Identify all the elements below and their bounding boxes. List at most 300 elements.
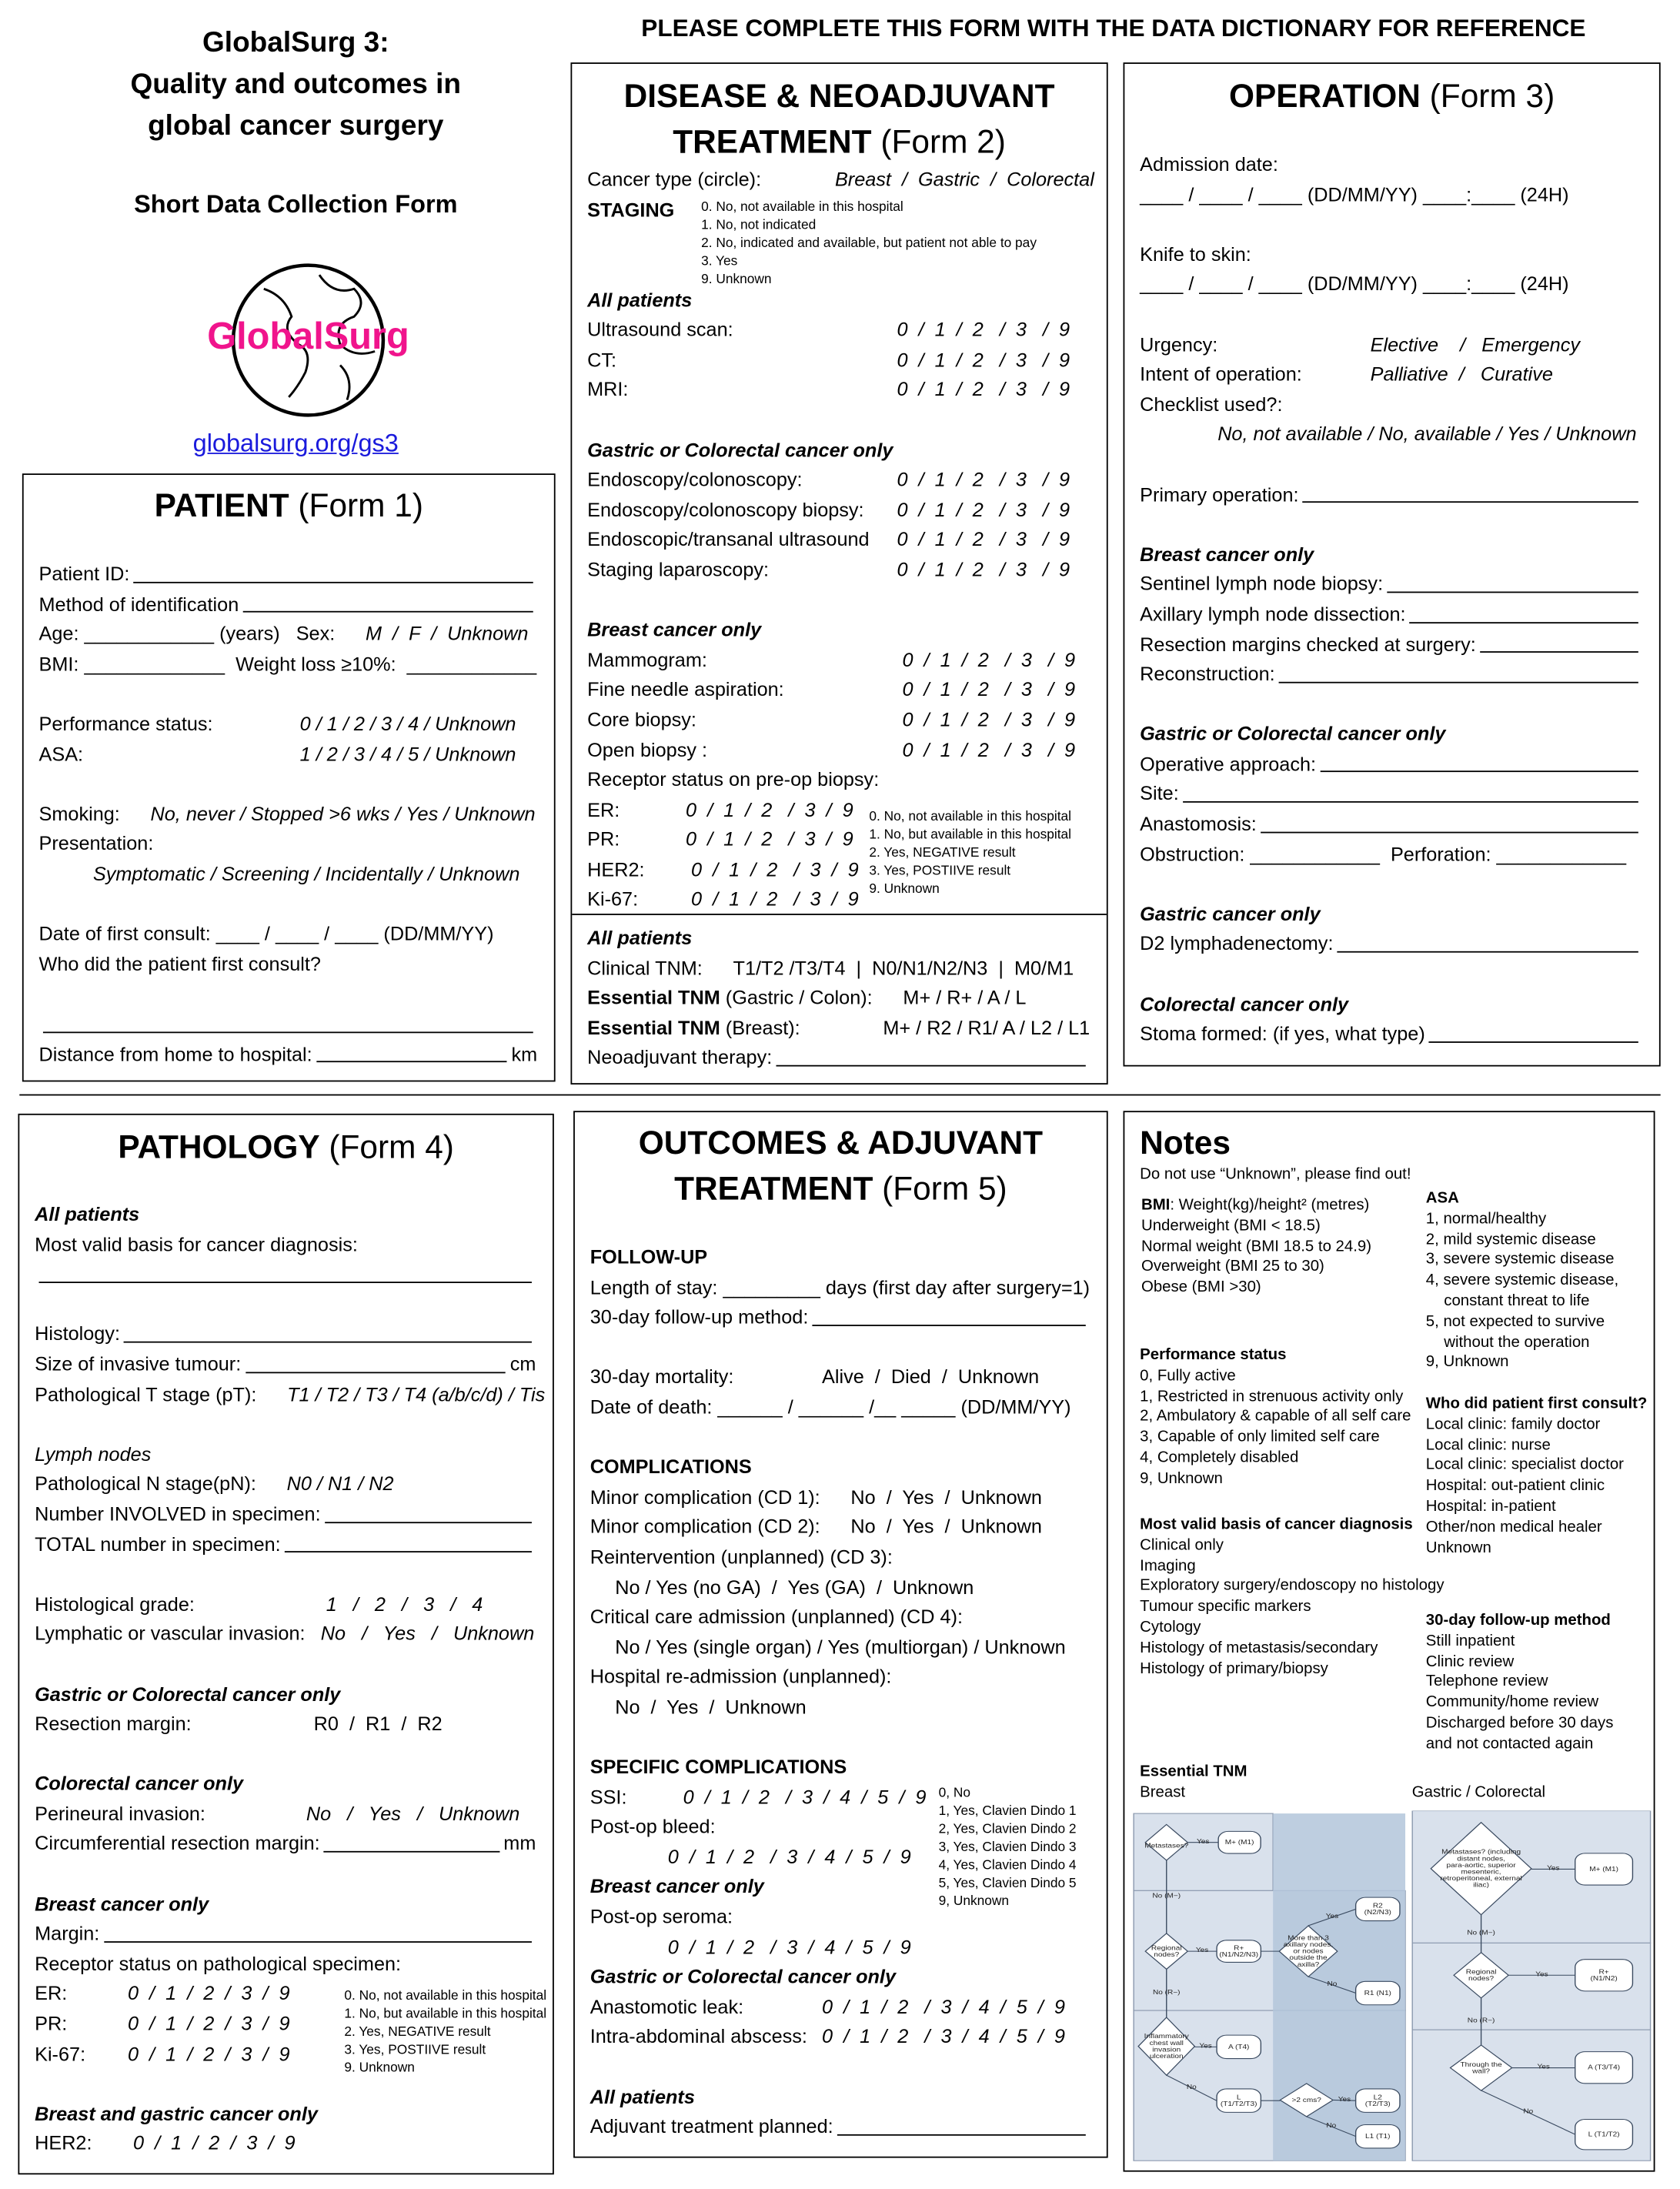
form-row: [590, 1993, 1090, 2023]
field-label: Breast cancer only: [590, 1875, 764, 1898]
edge-label: No: [1523, 2107, 1534, 2115]
note-item: 4, Completely disabled: [1140, 1449, 1299, 1467]
note-item: Hospital: in-patient: [1425, 1498, 1556, 1516]
edge-label: Yes: [1547, 1864, 1560, 1872]
note-item: 1, normal/healthy: [1425, 1210, 1547, 1228]
field-label: Urgency:: [1140, 333, 1218, 356]
field-label: Margin:: [35, 1922, 100, 1945]
answer-blank[interactable]: [813, 1325, 1086, 1326]
answer-blank[interactable]: [243, 611, 533, 613]
node-label: >2 cms?: [1291, 2096, 1321, 2104]
form-row: [590, 1273, 1090, 1303]
node-label: Through the wall?: [1460, 2060, 1502, 2075]
node-label: Inflammatory chest wall invasion ulceration: [1144, 2033, 1189, 2060]
note-item: Histology of primary/biopsy: [1140, 1659, 1328, 1677]
legend-item: 3. Yes: [701, 253, 738, 269]
field-label-bold: Essential TNM: [587, 1016, 720, 1039]
form-row: [587, 984, 1090, 1014]
field-label: Sentinel lymph node biopsy:: [1140, 572, 1384, 595]
answer-options[interactable]: No / Yes / Unknown: [320, 1622, 535, 1645]
edge-label: Yes: [1199, 2042, 1212, 2050]
answer-options[interactable]: 0 / 1 / 2 / 3 / 9: [897, 648, 1076, 670]
form-row: [587, 705, 1090, 735]
answer-blank[interactable]: [285, 1551, 532, 1552]
field-label: SPECIFIC COMPLICATIONS: [590, 1755, 847, 1778]
form-row: [587, 316, 1090, 346]
answer-blank[interactable]: [1480, 651, 1638, 653]
title-line: GlobalSurg 3:: [202, 26, 389, 58]
answer-options[interactable]: 0 / 1 / 2 / 3 / 9: [897, 378, 1070, 401]
asa-notes: [1426, 1188, 1618, 1373]
form-row: [587, 196, 1090, 286]
form-number: (Form 2): [871, 123, 1006, 160]
note-item: Discharged before 30 days: [1425, 1715, 1614, 1732]
form-row: [35, 1260, 536, 1290]
answer-blank[interactable]: [316, 1061, 507, 1063]
legend-item: 0, No: [938, 1786, 970, 1801]
field-group: [587, 436, 1090, 586]
legend-item: 9. Unknown: [869, 881, 940, 897]
answer-options[interactable]: 0 / 1 / 2 / 3 / 9: [897, 528, 1070, 551]
form-number: (Form 4): [319, 1128, 454, 1165]
answer-options[interactable]: M+ / R+ / A / L: [903, 986, 1027, 1009]
field-label: Ki-67:: [587, 887, 639, 911]
form-row: [39, 650, 538, 680]
field-label: Hospital re-admission (unplanned):: [590, 1665, 892, 1688]
form-row: [590, 1362, 1090, 1392]
field-label: ASA:: [38, 742, 84, 765]
form-heading: DISEASE & NEOADJUVANT: [623, 78, 1055, 114]
field-group: [590, 1452, 1090, 1723]
answer-blank[interactable]: [1279, 681, 1638, 683]
edge-label: No (M−): [1152, 1892, 1181, 1900]
form-row: [39, 800, 538, 830]
section-heading: [587, 924, 1090, 954]
answer-options[interactable]: M / F / Unknown: [365, 622, 529, 645]
field-group: [39, 710, 538, 770]
field-label: Site:: [1140, 782, 1179, 805]
form-heading-bold: OPERATION: [1228, 78, 1421, 114]
edge-label: No: [1327, 1980, 1338, 1987]
node-label: M+ (M1): [1224, 1839, 1254, 1846]
node-label: Regional nodes?: [1465, 1968, 1497, 1982]
field-group: [35, 1679, 536, 1740]
field-label: CT:: [587, 348, 617, 371]
field-group: [35, 1589, 536, 1649]
note-item: Hospital: out-patient clinic: [1425, 1477, 1605, 1495]
form-row: [590, 1663, 1090, 1693]
note-item: Clinic review: [1425, 1653, 1515, 1670]
form-row: [39, 710, 538, 740]
section-heading: [587, 436, 1090, 466]
answer-options[interactable]: No, not available / No, available / Yes / Unknown: [1217, 423, 1637, 445]
field-label: Reintervention (unplanned) (CD 3):: [590, 1545, 893, 1568]
answer-options[interactable]: 0 / 1 / 2 / 3 / 9: [897, 318, 1070, 341]
form-row: [1140, 600, 1642, 630]
bmi-formula: : Weight(kg)/height² (metres): [1170, 1197, 1370, 1214]
legend-item: 9, Unknown: [938, 1893, 1009, 1910]
answer-options[interactable]: 0 / 1 / 2 / 3 / 9: [897, 498, 1070, 521]
field-label: Distance from home to hospital:: [38, 1041, 312, 1064]
answer-options[interactable]: 1 / 2 / 3 / 4 / 5 / Unknown: [299, 742, 516, 765]
form-row: [590, 1633, 1090, 1663]
answer-options[interactable]: 0 / 1 / 2 / 3 / 9: [897, 707, 1076, 730]
form-row: [39, 590, 538, 620]
answer-options[interactable]: 0 / 1 / 2 / 3 / 9: [680, 797, 853, 820]
form-heading-bold: TREATMENT: [673, 123, 872, 160]
field-label: Obstruction: ____________ Perforation: ____________: [1140, 842, 1627, 865]
answer-blank[interactable]: [837, 2134, 1086, 2136]
field-label: SSI:: [590, 1785, 627, 1808]
note-heading: ASA: [1425, 1190, 1459, 1207]
answer-options[interactable]: T1/T2 /T3/T4 | N0/N1/N2/N3 | M0/M1: [733, 956, 1074, 979]
field-label: Smoking:: [38, 802, 120, 825]
answer-options[interactable]: 0 / 1 / 2 / 3 / 9: [897, 468, 1070, 491]
field-group: [35, 1200, 536, 1290]
field-label: Number INVOLVED in specimen:: [35, 1502, 321, 1525]
answer-options[interactable]: 0 / 1 / 2 / 3 / 9: [680, 857, 859, 881]
answer-blank[interactable]: [1303, 502, 1638, 503]
field-group: [35, 2099, 536, 2159]
section-heading: [35, 1770, 536, 1800]
field-label: Receptor status on pre-op biopsy:: [587, 767, 880, 790]
form-row: [1140, 750, 1642, 780]
form-row: [587, 954, 1090, 984]
note-heading: 30-day follow-up method: [1425, 1612, 1611, 1629]
answer-blank[interactable]: [777, 1065, 1086, 1067]
first-consult-notes: [1426, 1394, 1648, 1559]
field-label: All patients: [587, 288, 693, 311]
field-group: [590, 1362, 1090, 1422]
section-heading: [35, 2099, 536, 2129]
form-row: [587, 645, 1090, 675]
form-row: [1140, 570, 1642, 600]
answer-options[interactable]: 0 / 1 / 2 / 3 / 4 / 5 / 9: [822, 2025, 1065, 2048]
field-group: [590, 2082, 1090, 2142]
field-group: [39, 1009, 538, 1069]
bmi-notes: [1141, 1195, 1371, 1298]
field-group: [39, 560, 538, 680]
field-label: Minor complication (CD 1):: [590, 1485, 820, 1508]
operation-form: [1124, 62, 1661, 1066]
answer-blank[interactable]: [39, 1282, 532, 1283]
node-label: R+ (N1/N2): [1590, 1968, 1618, 1982]
field-label: Who did the patient first consult?: [38, 952, 321, 974]
note-item: Telephone review: [1425, 1673, 1548, 1691]
form-row: [590, 1602, 1090, 1633]
answer-options[interactable]: 0 / 1 / 2 / 3 / 9: [897, 677, 1076, 700]
form-row: [1140, 240, 1642, 270]
field-label: Primary operation:: [1140, 482, 1299, 505]
edge-label: Yes: [1195, 1947, 1209, 1953]
field-label: Reconstruction:: [1140, 662, 1275, 685]
answer-blank[interactable]: [325, 1521, 532, 1522]
answer-options[interactable]: 1 / 2 / 3 / 4: [320, 1592, 483, 1615]
answer-options[interactable]: 0 / 1 / 2 / 3 / 4 / 5 / 9: [822, 1995, 1065, 2018]
answer-options[interactable]: 0 / 1 / 2 / 3 / 9: [897, 558, 1070, 581]
answer-blank[interactable]: [1338, 951, 1638, 953]
form-row: [1140, 630, 1642, 660]
patient-form: [22, 473, 556, 1081]
form-row: [590, 1542, 1090, 1572]
form-subtitle: Short Data Collection Form: [134, 190, 458, 219]
field-label: COMPLICATIONS: [590, 1455, 752, 1478]
form-row: [39, 620, 538, 650]
clavien-dindo-legend: [939, 1784, 1077, 1910]
answer-options[interactable]: No / Yes (no GA) / Yes (GA) / Unknown: [615, 1575, 974, 1598]
form-heading: [24, 483, 554, 530]
section-heading: [590, 1243, 1090, 1273]
field-label: Histology:: [35, 1322, 120, 1345]
field-label: Gastric or Colorectal cancer only: [590, 1965, 897, 1988]
performance-notes: [1140, 1345, 1411, 1489]
answer-blank[interactable]: [104, 1941, 532, 1943]
edge-label: No (R−): [1467, 2017, 1495, 2024]
note-heading: Performance status: [1140, 1346, 1287, 1364]
form-heading-bold: PATIENT: [154, 487, 289, 524]
note-item: Obese (BMI >30): [1141, 1278, 1261, 1296]
answer-blank[interactable]: [1429, 1041, 1638, 1043]
answer-options[interactable]: No, never / Stopped >6 wks / Yes / Unknown: [150, 802, 536, 825]
form-row: [1140, 480, 1642, 510]
form-row: [1140, 330, 1642, 360]
answer-options[interactable]: No / Yes / Unknown: [306, 1802, 520, 1825]
unit-label: mm: [503, 1832, 536, 1855]
field-group: [1140, 900, 1642, 960]
form-row: [587, 1014, 1090, 1044]
form-row: [590, 1392, 1090, 1422]
field-label: Resection margins checked at surgery:: [1140, 632, 1476, 655]
form-row: [39, 920, 538, 950]
field-label: BMI: _____________ Weight loss ≥10%: ____________: [38, 652, 537, 675]
field-label: Pathological N stage(pN):: [35, 1472, 256, 1495]
note-item: and not contacted again: [1425, 1735, 1594, 1753]
answer-options[interactable]: Breast / Gastric / Colorectal: [834, 168, 1094, 191]
field-label: Ki-67:: [35, 2042, 86, 2065]
field-label: 30-day mortality:: [590, 1365, 734, 1388]
logo-text: GlobalSurg: [208, 315, 409, 357]
answer-options[interactable]: No / Yes / Unknown: [615, 1695, 807, 1718]
legend-item: 1. No, but available in this hospital: [344, 2006, 547, 2022]
section-heading: [590, 1963, 1090, 1993]
answer-blank[interactable]: [1261, 831, 1638, 833]
form-row: [590, 1303, 1090, 1333]
field-label: Endoscopy/colonoscopy biopsy:: [587, 498, 864, 521]
field-label: Ultrasound scan:: [587, 318, 733, 341]
answer-options[interactable]: N0 / N1 / N2: [286, 1472, 394, 1495]
answer-options[interactable]: 0 / 1 / 2 / 3 / 9: [680, 887, 859, 911]
form-row: [39, 830, 538, 860]
node-label: Regional nodes?: [1151, 1944, 1182, 1958]
note-item: 0, Fully active: [1140, 1367, 1236, 1385]
answer-options[interactable]: 0 / 1 / 2 / 3 / 9: [127, 2012, 290, 2035]
answer-options[interactable]: No / Yes / Unknown: [850, 1485, 1042, 1508]
answer-options[interactable]: 0 / 1 / 2 / 3 / 9: [680, 827, 853, 851]
note-item: 3, Capable of only limited self care: [1140, 1429, 1380, 1446]
answer-options[interactable]: 0 / 1 / 2 / 3 / 9: [127, 1982, 290, 2005]
form-row: [35, 1350, 536, 1380]
answer-blank[interactable]: [245, 1372, 506, 1373]
note-item: Local clinic: specialist doctor: [1425, 1457, 1624, 1474]
form-row: [590, 1933, 1090, 1963]
answer-options[interactable]: 0 / 1 / 2 / 3 / 9: [127, 2042, 290, 2065]
field-label: (Gastric / Colon):: [720, 986, 873, 1009]
field-label: Checklist used?:: [1140, 393, 1283, 415]
node-label: R1 (N1): [1364, 1990, 1391, 1997]
section-heading: [35, 1890, 536, 1920]
answer-options[interactable]: R0 / R1 / R2: [313, 1712, 443, 1735]
legend-item: 1. No, but available in this hospital: [869, 827, 1072, 844]
field-group: [1140, 150, 1642, 210]
field-label: Performance status:: [38, 712, 213, 735]
field-label: Gastric cancer only: [1140, 902, 1321, 925]
form-row: [35, 1589, 536, 1619]
form-row: [1140, 390, 1642, 420]
field-label: Colorectal cancer only: [35, 1772, 244, 1795]
answer-options[interactable]: T1 / T2 / T3 / T4 (a/b/c/d) / Tis: [287, 1382, 546, 1405]
field-group: [39, 920, 538, 980]
answer-options[interactable]: 0 / 1 / 2 / 3 / 9: [897, 737, 1076, 760]
answer-options[interactable]: No / Yes / Unknown: [850, 1515, 1042, 1538]
section-heading: [1140, 540, 1642, 570]
form-row: [587, 765, 1090, 795]
form-row: [35, 1320, 536, 1350]
field-label: Receptor status on pathological specimen:: [35, 1952, 402, 1975]
note-item: Clinical only: [1140, 1536, 1224, 1554]
answer-blank[interactable]: [1387, 591, 1638, 593]
answer-options[interactable]: 0 / 1 / 2 / 3 / 4 / 5 / 9: [667, 1935, 911, 1958]
section-heading: [1140, 990, 1642, 1020]
form-row: [35, 1379, 546, 1409]
field-list: [1140, 150, 1642, 1080]
field-label: PR:: [587, 827, 620, 851]
form-row: [39, 860, 538, 890]
note-item: 3, severe systemic disease: [1425, 1252, 1615, 1268]
field-label: Clinical TNM:: [587, 956, 703, 979]
field-label: Intent of operation:: [1140, 363, 1302, 386]
field-label: Breast cancer only: [1140, 542, 1314, 565]
node-label: L (T1/T2/T3): [1220, 2094, 1257, 2107]
field-label: Method of identification: [38, 592, 239, 615]
node-label: A (T4): [1228, 2043, 1250, 2050]
answer-blank[interactable]: [1320, 771, 1638, 773]
section-heading: [590, 1452, 1090, 1482]
answer-options[interactable]: Palliative / Curative: [1370, 363, 1553, 386]
field-label: Resection margin:: [35, 1712, 283, 1735]
form-row: [1140, 840, 1642, 870]
answer-options[interactable]: 0 / 1 / 2 / 3 / 4 / Unknown: [299, 712, 516, 735]
gastric-colorectal-label: Gastric / Colorectal: [1411, 1784, 1546, 1801]
title-line: Quality and outcomes in: [130, 68, 462, 100]
field-list: [587, 924, 1090, 1104]
field-list: [590, 1243, 1090, 2173]
field-group: [587, 924, 1090, 1074]
field-label: Cancer type (circle):: [587, 168, 805, 191]
form-row: [590, 1512, 1090, 1542]
answer-options[interactable]: Symptomatic / Screening / Incidentally / Unknown: [92, 862, 520, 885]
field-label: Breast cancer only: [35, 1892, 209, 1915]
field-label: Gastric or Colorectal cancer only: [35, 1682, 341, 1705]
section-heading: [587, 286, 1090, 316]
answer-blank[interactable]: [134, 581, 533, 583]
field-label: FOLLOW-UP: [590, 1245, 708, 1268]
field-label: Date of first consult: ____ / ____ / ____ (DD/MM/YY): [38, 922, 494, 945]
form-row: [587, 165, 1094, 196]
notes-panel: [1124, 1111, 1655, 2171]
form-row: [39, 1039, 538, 1069]
legend-item: 2. No, indicated and available, but patient not able to pay: [701, 235, 1037, 251]
legend-item: 2, Yes, Clavien Dindo 2: [938, 1821, 1077, 1837]
form-row: [1140, 660, 1642, 690]
form-number: (Form 1): [289, 487, 423, 524]
field-label: All patients: [35, 1202, 140, 1225]
instructions-banner: PLEASE COMPLETE THIS FORM WITH THE DATA DICTIONARY FOR REFERENCE: [641, 14, 1586, 42]
answer-blank[interactable]: [324, 1851, 499, 1853]
field-label: Breast and gastric cancer only: [35, 2102, 318, 2124]
field-label: Breast cancer only: [587, 618, 762, 640]
field-label: (Breast):: [720, 1016, 800, 1039]
form-row: [587, 1044, 1090, 1074]
form-row: [39, 1009, 538, 1039]
field-label: ER:: [587, 797, 620, 820]
staging-legend: [701, 198, 1037, 288]
essential-tnm-flowcharts: [1131, 1811, 1652, 2164]
answer-options[interactable]: Alive / Died / Unknown: [822, 1365, 1040, 1388]
answer-blank[interactable]: [43, 1031, 533, 1033]
notes-title: Notes: [1140, 1125, 1231, 1161]
edge-label: Yes: [1196, 1837, 1210, 1845]
answer-options[interactable]: 0 / 1 / 2 / 3 / 4 / 5 / 9: [667, 1845, 911, 1868]
node-label: R+ (N1/N2/N3): [1219, 1944, 1259, 1958]
legend-item: 0. No, not available in this hospital: [869, 809, 1072, 825]
section-heading: [35, 1439, 536, 1469]
node-label: L1 (T1): [1365, 2133, 1391, 2140]
answer-blank[interactable]: [1410, 621, 1638, 623]
globalsurg-link[interactable]: globalsurg.org/gs3: [192, 429, 399, 457]
field-group: [590, 1243, 1090, 1333]
essential-tnm-title: Essential TNM: [1140, 1763, 1247, 1780]
edge-label: No (R−): [1152, 1988, 1181, 1996]
answer-options[interactable]: M+ / R2 / R1/ A / L2 / L1: [883, 1016, 1090, 1039]
field-label: Post-op bleed:: [590, 1815, 716, 1838]
section-heading: [1140, 900, 1642, 930]
answer-blank[interactable]: [1183, 801, 1638, 803]
note-item: Overweight (BMI 25 to 30): [1141, 1258, 1324, 1275]
answer-blank[interactable]: [124, 1342, 532, 1343]
unit-label: cm: [509, 1352, 536, 1375]
outcomes-form: [573, 1111, 1108, 2157]
answer-options[interactable]: Elective / Emergency: [1370, 333, 1580, 356]
field-label: Patient ID:: [38, 562, 130, 585]
field-label: ____ / ____ / ____ (DD/MM/YY) ____:____ (24H): [1140, 182, 1569, 206]
answer-options[interactable]: 0 / 1 / 2 / 3 / 9: [127, 2132, 296, 2154]
answer-options[interactable]: No / Yes (single organ) / Yes (multiorgan) / Unknown: [615, 1635, 1066, 1658]
form-row: [35, 1830, 536, 1860]
note-item: constant threat to life: [1444, 1292, 1590, 1310]
field-label: All patients: [587, 926, 693, 949]
field-label: Gastric or Colorectal cancer only: [587, 438, 893, 461]
field-label: HER2:: [587, 857, 645, 881]
form-row: [1140, 780, 1642, 810]
followup-method-notes: [1426, 1611, 1614, 1755]
note-item: Tumour specific markers: [1140, 1598, 1311, 1616]
field-label: ER:: [35, 1982, 68, 2005]
field-group: [1140, 480, 1642, 510]
answer-options[interactable]: 0 / 1 / 2 / 3 / 9: [897, 348, 1070, 371]
form-row: [590, 1572, 1090, 1602]
note-item: Local clinic: nurse: [1425, 1436, 1551, 1454]
answer-options[interactable]: 0 / 1 / 2 / 3 / 4 / 5 / 9: [683, 1785, 927, 1808]
